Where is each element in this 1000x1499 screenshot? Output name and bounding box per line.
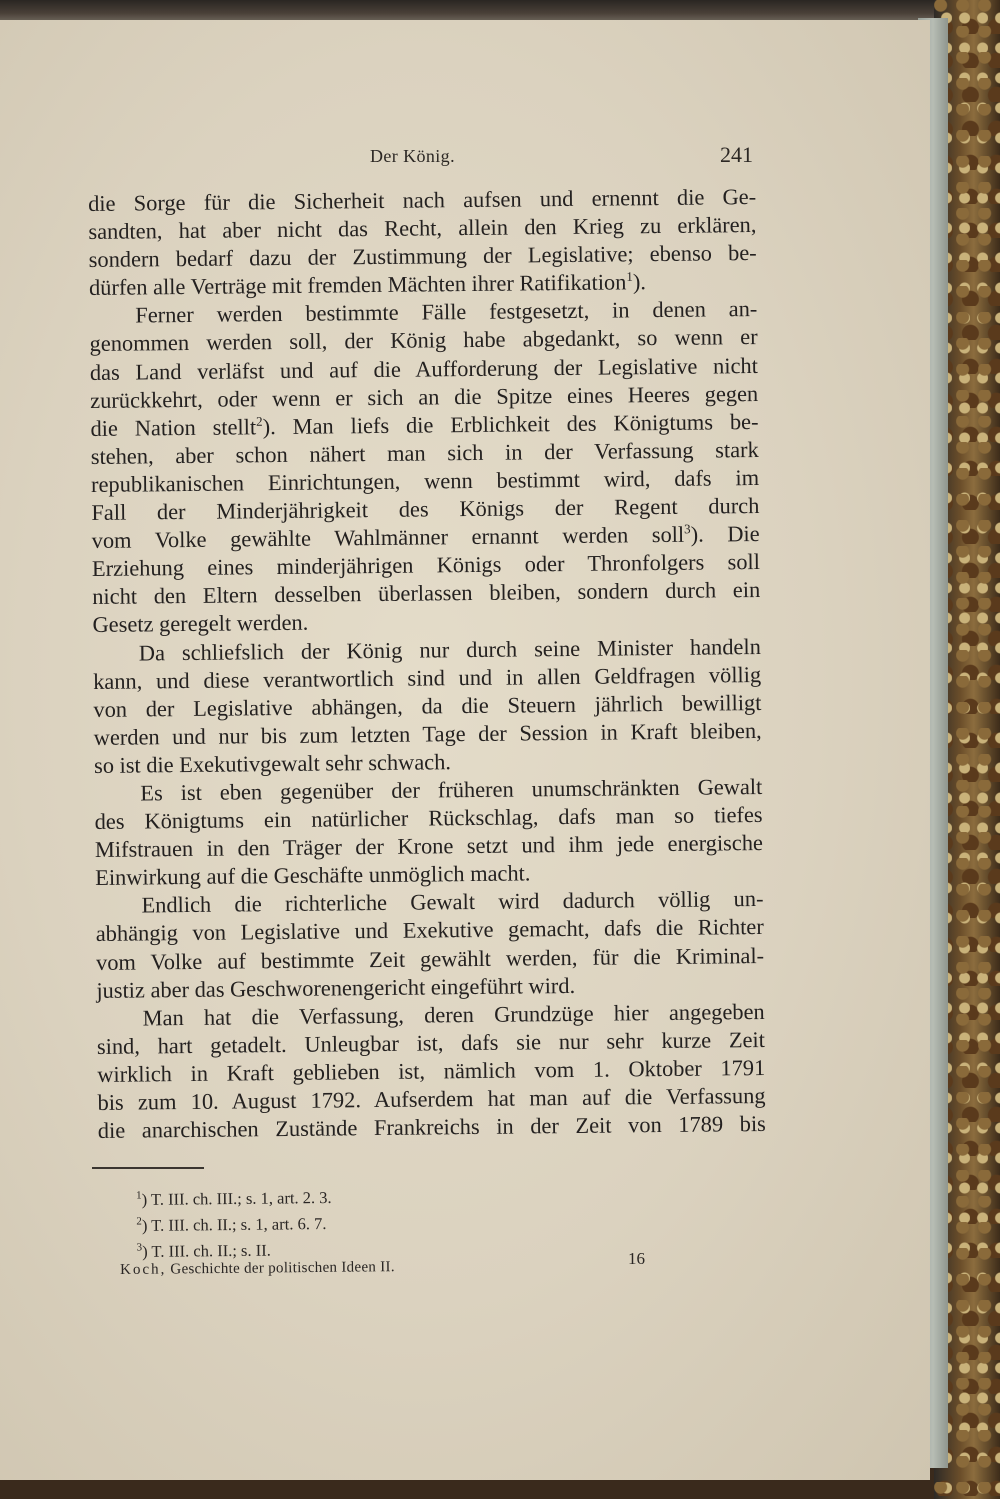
line-text: kann, und diese verantwortlich sind und in allen Geldfragen völlig (93, 661, 762, 694)
line-text-tail: ). (632, 269, 647, 295)
footnote-marker: 3 (136, 1241, 143, 1254)
footnote-reference: 3 (684, 521, 691, 537)
line-text: das Land verläfst und auf die Aufforderung der Legislative nicht (89, 352, 759, 385)
line-text: bis zum 10. August 1792. Aufserdem hat man auf die Verfassung (97, 1082, 766, 1115)
line-text: die anarchischen Zustände Frankreichs in der Zeit von 1789 bis (97, 1111, 766, 1144)
footnote-reference: 1 (626, 269, 633, 285)
line-text: zurückkehrt, oder wenn er sich an die Spitze eines Heeres gegen (90, 380, 759, 413)
line-text: des Königtums ein natürlicher Rückschlag, dafs man so tiefes (94, 802, 763, 835)
line-text: die Sorge für die Sicherheit nach aufsen und ernennt die Ge- (88, 184, 757, 216)
line-text: Gesetz geregelt werden. (92, 610, 309, 638)
footnote-marker: 1 (136, 1189, 142, 1202)
footnote (136, 1185, 332, 1213)
line-text: republikanischen Einrichtungen, wenn bestimmt wird, dafs im (90, 464, 760, 497)
footnote-text: ) T. III. ch. II.; s. 1, art. 6. 7. (141, 1214, 327, 1235)
line-text-tail: ). Man liefs die Erblichkeit des Königtums be- (262, 408, 759, 439)
footnote-rule (92, 1167, 204, 1169)
signature-mark: 16 (628, 1249, 645, 1268)
line-text: abhängig von Legislative und Exekutive gemacht, dafs die Richter (95, 914, 764, 947)
line-text: so ist die Exekutivgewalt sehr schwach. (93, 749, 452, 778)
line-text: stehen, aber schon nähert man sich in der Verfassung stark (90, 436, 759, 469)
line-text: sind, hart getadelt. Unleugbar ist, dafs sie nur sehr kurze Zeit (96, 1026, 766, 1059)
line-text: Einwirkung auf die Geschäfte unmöglich macht. (95, 860, 531, 891)
running-head (88, 140, 753, 170)
line-text: Da schliefslich der König nur durch seine Minister handeln (138, 633, 761, 665)
line-text: Es ist eben gegenüber der früheren unumschränkten Gewalt (140, 773, 763, 806)
line-text: wirklich in Kraft geblieben ist, nämlich vom 1. Oktober 1791 (97, 1054, 766, 1087)
imprint (120, 1259, 395, 1279)
footnotes (136, 1185, 332, 1265)
line-text: Mifstrauen in den Träger der Krone setzt und ihm jede energische (94, 830, 764, 863)
line-text-tail: ). Die (690, 521, 760, 547)
body-text (88, 183, 766, 1145)
line-text: justiz aber das Geschworenengericht eingeführt wird. (96, 972, 576, 1003)
footnote-reference: 2 (256, 413, 263, 429)
line-text: Fall der Minderjährigkeit des Königs der Regent durch (91, 493, 760, 526)
line-text: genommen werden soll, der König habe abgedankt, so wenn er (89, 324, 758, 357)
line-text: nicht den Eltern desselben überlassen bleiben, sondern durch ein (92, 577, 761, 610)
book-top-edge (0, 0, 1000, 22)
footnote (136, 1211, 332, 1239)
footnote-text: ) T. III. ch. II.; s. II. (142, 1240, 271, 1261)
running-title: Der König. (370, 146, 455, 166)
line-text: Erziehung eines minderjährigen Königs oder Thronfolgers soll (91, 549, 761, 582)
line-text: Man hat die Verfassung, deren Grundzüge hier angegeben (142, 998, 765, 1031)
line-text: Endlich die richterliche Gewalt wird dadurch völlig un- (141, 886, 764, 918)
footnote-text: ) T. III. ch. III.; s. 1, art. 2. 3. (141, 1187, 332, 1209)
line-text: die Nation stellt (90, 414, 257, 441)
line-text: Ferner werden bestimmte Fälle festgesetzt, in denen an- (135, 296, 758, 328)
imprint-title: Geschichte der politischen Ideen II. (170, 1259, 395, 1278)
line-text: von der Legislative abhängen, da die Steuern jährlich bewilligt (93, 689, 762, 722)
line-text: vom Volke auf bestimmte Zeit gewählt werden, für die Kriminal- (95, 942, 765, 975)
line-text: dürfen alle Verträge mit fremden Mächten ihrer Ratifikation (88, 269, 627, 301)
line-text: sandten, hat aber nicht das Recht, allein den Krieg zu erklären, (88, 212, 757, 245)
imprint-author: Koch, (120, 1261, 167, 1278)
line-text: sondern bedarf dazu der Zustimmung der Legislative; ebenso be- (88, 240, 757, 273)
line-text: vom Volke gewählte Wahlmänner ernannt werden soll (91, 521, 685, 554)
footnote-marker: 2 (136, 1215, 142, 1228)
page-number: 241 (720, 142, 753, 167)
line-text: werden und nur bis zum letzten Tage der Session in Kraft bleiben, (93, 717, 762, 750)
